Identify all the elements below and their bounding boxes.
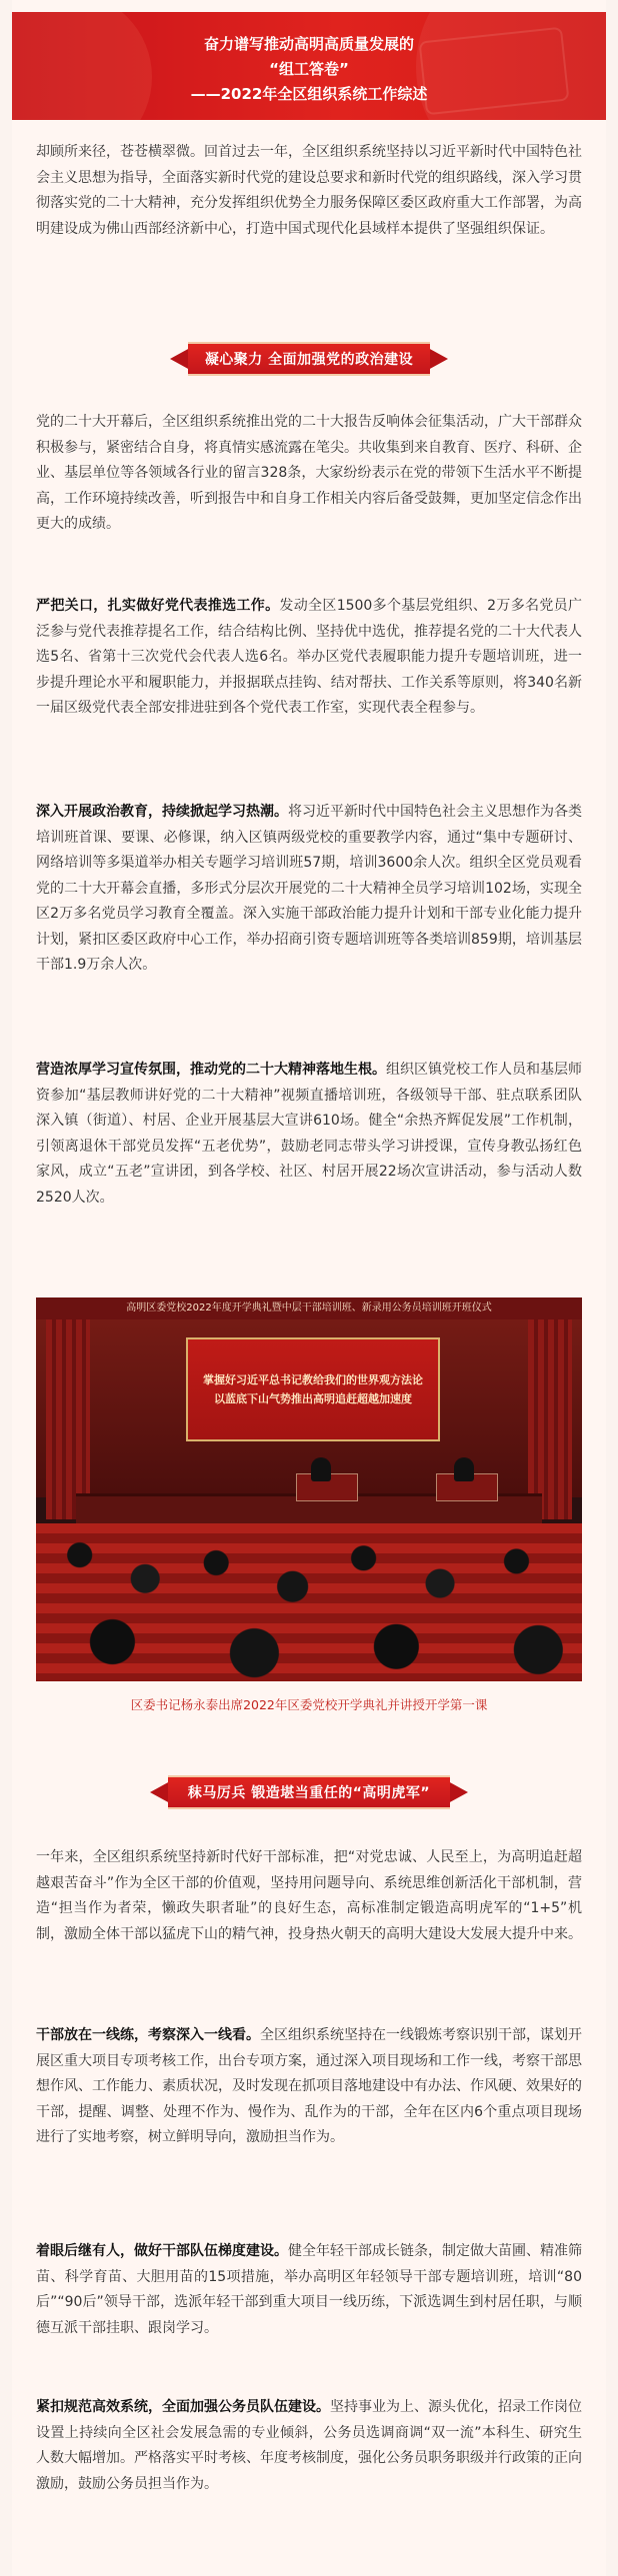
section-2-paragraph-4: 紧扣规范高效系统，全面加强公务员队伍建设。坚持事业为上、源头优化，招录工作岗位设置上持续向全区社会发展急需的专业倾斜，公务员选调商调“双一流”本科生、研究生人数大幅增加。严格落实平时考核、年度考核制度，强化公务员职务职级并行政策的正向激励，鼓励公务员担当作为。 (36, 2399, 582, 2492)
section-2-banner (150, 1775, 468, 1809)
intro-paragraph: 却顾所来径，苍苍横翠微。回首过去一年，全区组织系统坚持以习近平新时代中国特色社会主义思想为指导，全面落实新时代党的建设总要求和新时代党的组织路线，深入学习贯彻落实党的二十大精神，充分发挥组织优势全力服务保障区委区政府重大工作部署，为高明建设成为佛山西部经济新中心，打造中国式现代化县域样本提供了坚强组织保证。 (36, 144, 582, 237)
event-photo (36, 1297, 582, 1681)
article-frame (12, 0, 606, 2576)
photo-caption: 区委书记杨永泰出席2022年区委党校开学典礼并讲授开学第一课 (130, 1697, 488, 1712)
header-title-line-2: “组工答卷” (269, 60, 349, 78)
section-1-paragraph-3: 深入开展政治教育，持续掀起学习热潮。将习近平新时代中国特色社会主义思想作为各类培训班首课、要课、必修课，纳入区镇两级党校的重要教学内容，通过“集中专题研讨、网络培训等多渠道举办相关专题学习培训班57期，培训3600余人次。组织全区党员观看党的二十大开幕会直播，多形式分层次开展党的二十大精神全员学习培训102场，实现全区2万多名党员学习教育全覆盖。深入实施干部政治能力提升计划和干部专业化能力提升计划，紧扣区委区政府中心工作，举办招商引资专题培训班等各类培训859期，培训基层干部1.9万余人次。 (36, 804, 582, 973)
section-1-paragraph-4: 营造浓厚学习宣传氛围，推动党的二十大精神落地生根。组织区镇党校工作人员和基层师资参加“基层教师讲好党的二十大精神”视频直播培训班，各级领导干部、驻点联系团队深入镇（街道）、村居、企业开展基层大宣讲610场。健全“余热齐辉促发展”工作机制，引领离退休干部党员发挥“五老优势”，鼓励老同志带头学习讲授课，宣传身教弘扬红色家风，成立“五老”宣讲团，到各学校、社区、村居开展22场次宣讲活动，参与活动人数2520人次。 (36, 1062, 582, 1206)
paragraph-lead: 着眼后继有人，做好干部队伍梯度建设。 (36, 2243, 288, 2259)
audience (36, 1523, 582, 1681)
header-title-line-3: ——2022年全区组织系统工作综述 (190, 85, 428, 103)
section-1-banner (170, 342, 448, 376)
section-1-paragraph-1: 党的二十大开幕后，全区组织系统推出党的二十大报告反响体会征集活动，广大干部群众积极参与，紧密结合自身，将真情实感流露在笔尖。共收集到来自教育、医疗、科研、企业、基层单位等各领域各行业的留言328条，大家纷纷表示在党的带领下生活水平不断提高，工作环境持续改善，听到报告中和自身工作相关内容后备受鼓舞，更加坚定信念作出更大的成绩。 (36, 414, 582, 532)
paragraph-lead: 干部放在一线练，考察深入一线看。 (36, 2027, 260, 2043)
header-banner (12, 12, 606, 120)
photo-banner-text: 高明区委党校2022年度开学典礼暨中层干部培训班、新录用公务员培训班开班仪式 (36, 1297, 582, 1319)
paragraph-lead: 深入开展政治教育，持续掀起学习热潮。 (36, 804, 288, 820)
stage-screen: 掌握好习近平总书记教给我们的世界观方法论 以蓝底下山气势推出高明追赶超越加速度 (186, 1337, 440, 1441)
section-2-paragraph-1: 一年来，全区组织系统坚持新时代好干部标准，把“对党忠诚、人民至上，为高明追赶超越艰苦奋斗”作为全区干部的价值观，坚持用问题导向、系统思维创新活化干部机制，营造“担当作为者荣，懒政失职者耻”的良好生态，高标准制定锻造高明虎军的“1+5”机制，激励全体干部以猛虎下山的精气神，投身热火朝天的高明大建设大发展大提升中来。 (36, 1849, 582, 1942)
section-2-paragraph-2: 干部放在一线练，考察深入一线看。全区组织系统坚持在一线锻炼考察识别干部，谋划开展区重大项目专项考核工作，出台专项方案，通过深入项目现场和工作一线，考察干部思想作风、工作能力、素质状况，及时发现在抓项目落地建设中有办法、作风硬、效果好的干部，提醒、调整、处理不作为、慢作为、乱作为的干部，全年在区内6个重点项目现场进行了实地考察，树立鲜明导向，激励担当作为。 (36, 2027, 582, 2145)
header-title-line-1: 奋力谱写推动高明高质量发展的 (203, 35, 414, 53)
section-2-paragraph-3: 着眼后继有人，做好干部队伍梯度建设。健全年轻干部成长链条，制定做大苗圃、精准筛苗、科学育苗、大胆用苗的15项措施，举办高明区年轻领导干部专题培训班，培训“80后”“90后”领导干部，选派年轻干部到重大项目一线历练，下派选调生到村居任职，与顺德互派干部挂职、跟岗学习。 (36, 2243, 582, 2336)
paragraph-lead: 紧扣规范高效系统，全面加强公务员队伍建设。 (36, 2399, 330, 2415)
section-2-title: 秣马厉兵 锻造堪当重任的“高明虎军” (187, 1785, 431, 1801)
paragraph-lead: 严把关口，扎实做好党代表推选工作。 (36, 598, 280, 614)
section-1-paragraph-2: 严把关口，扎实做好党代表推选工作。发动全区1500多个基层党组织、2万多名党员广泛参与党代表推荐提名工作，结合结构比例、坚持优中选优，推荐提名党的二十大代表人选5名、省第十三次党代会代表人选6名。举办区党代表履职能力提升专题培训班，进一步提升理论水平和履职能力，并报据联点挂钩、结对帮扶、工作关系等原则，将340名新一届区级党代表全部安排进驻到各个党代表工作室，实现代表全程参与。 (36, 598, 583, 716)
section-1-title: 凝心聚力 全面加强党的政治建设 (204, 352, 414, 368)
paragraph-lead: 营造浓厚学习宣传氛围，推动党的二十大精神落地生根。 (36, 1062, 386, 1078)
